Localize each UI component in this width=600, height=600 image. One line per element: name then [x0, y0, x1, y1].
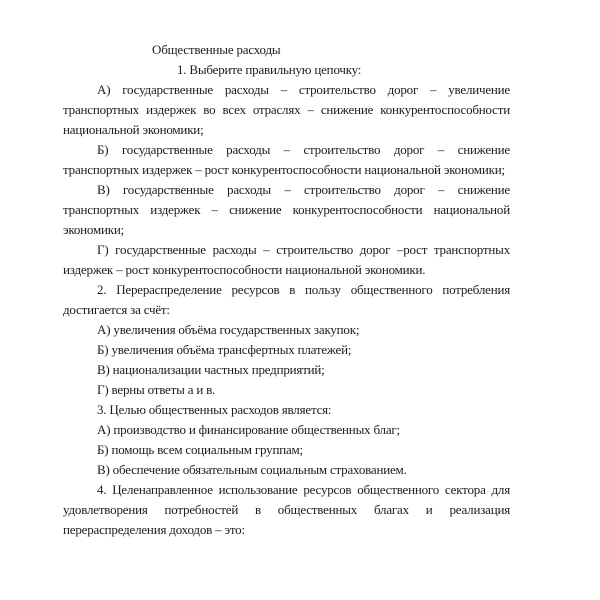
option-label: В) [97, 362, 110, 377]
question-2-option-g [63, 380, 510, 400]
option-label: А) [97, 422, 111, 437]
option-label: В) [97, 462, 110, 477]
question-1-option-b [63, 140, 510, 180]
question-3-prompt [63, 400, 510, 420]
option-text: увеличения объёма трансфертных платежей; [111, 342, 352, 357]
option-label: Г) [97, 382, 109, 397]
question-text: Целью общественных расходов является: [109, 402, 332, 417]
question-number: 1. [177, 62, 187, 77]
question-1-option-g [63, 240, 510, 280]
option-text: государственные расходы – строительство дорог – увеличение транспортных издержек во всех отраслях – снижение конкурентоспособности национальной экономики; [63, 82, 510, 137]
option-text: верны ответы а и в. [111, 382, 216, 397]
question-number: 4. [97, 482, 107, 497]
option-label: Г) [97, 242, 109, 257]
option-text: государственные расходы – строительство дорог – снижение транспортных издержек – снижение конкурентоспособности национальной экономики; [63, 182, 510, 237]
option-label: В) [97, 182, 110, 197]
question-2-option-v [63, 360, 510, 380]
question-1-prompt [63, 60, 510, 80]
question-2-option-a [63, 320, 510, 340]
document-title-text: Общественные расходы [152, 42, 281, 57]
option-text: производство и финансирование общественных благ; [113, 422, 400, 437]
option-text: государственные расходы – строительство дорог –рост транспортных издержек – рост конкурентоспособности национальной экономики. [63, 242, 510, 277]
question-3-option-v [63, 460, 510, 480]
question-number: 2. [97, 282, 107, 297]
question-text: Перераспределение ресурсов в пользу общественного потребления достигается за счёт: [63, 282, 510, 317]
question-3-option-a [63, 420, 510, 440]
question-1-option-v [63, 180, 510, 240]
question-text: Выберите правильную цепочку: [189, 62, 362, 77]
question-2-option-b [63, 340, 510, 360]
question-text: Целенаправленное использование ресурсов общественного сектора для удовлетворения потребностей в общественных благах и реализация перераспределения доходов – это: [63, 482, 510, 537]
option-label: Б) [97, 342, 109, 357]
option-text: увеличения объёма государственных закупок; [113, 322, 360, 337]
document-text-block [63, 40, 510, 540]
option-label: А) [97, 322, 111, 337]
question-1-option-a [63, 80, 510, 140]
question-3-option-b [63, 440, 510, 460]
question-2-prompt [63, 280, 510, 320]
option-label: А) [97, 82, 111, 97]
question-4-prompt [63, 480, 510, 540]
option-label: Б) [97, 442, 109, 457]
option-text: помощь всем социальным группам; [111, 442, 303, 457]
option-text: национализации частных предприятий; [112, 362, 325, 377]
option-text: обеспечение обязательным социальным страхованием. [112, 462, 407, 477]
document-title [63, 40, 510, 60]
question-number: 3. [97, 402, 107, 417]
option-label: Б) [97, 142, 109, 157]
option-text: государственные расходы – строительство дорог – снижение транспортных издержек – рост конкурентоспособности национальной экономики; [63, 142, 510, 177]
